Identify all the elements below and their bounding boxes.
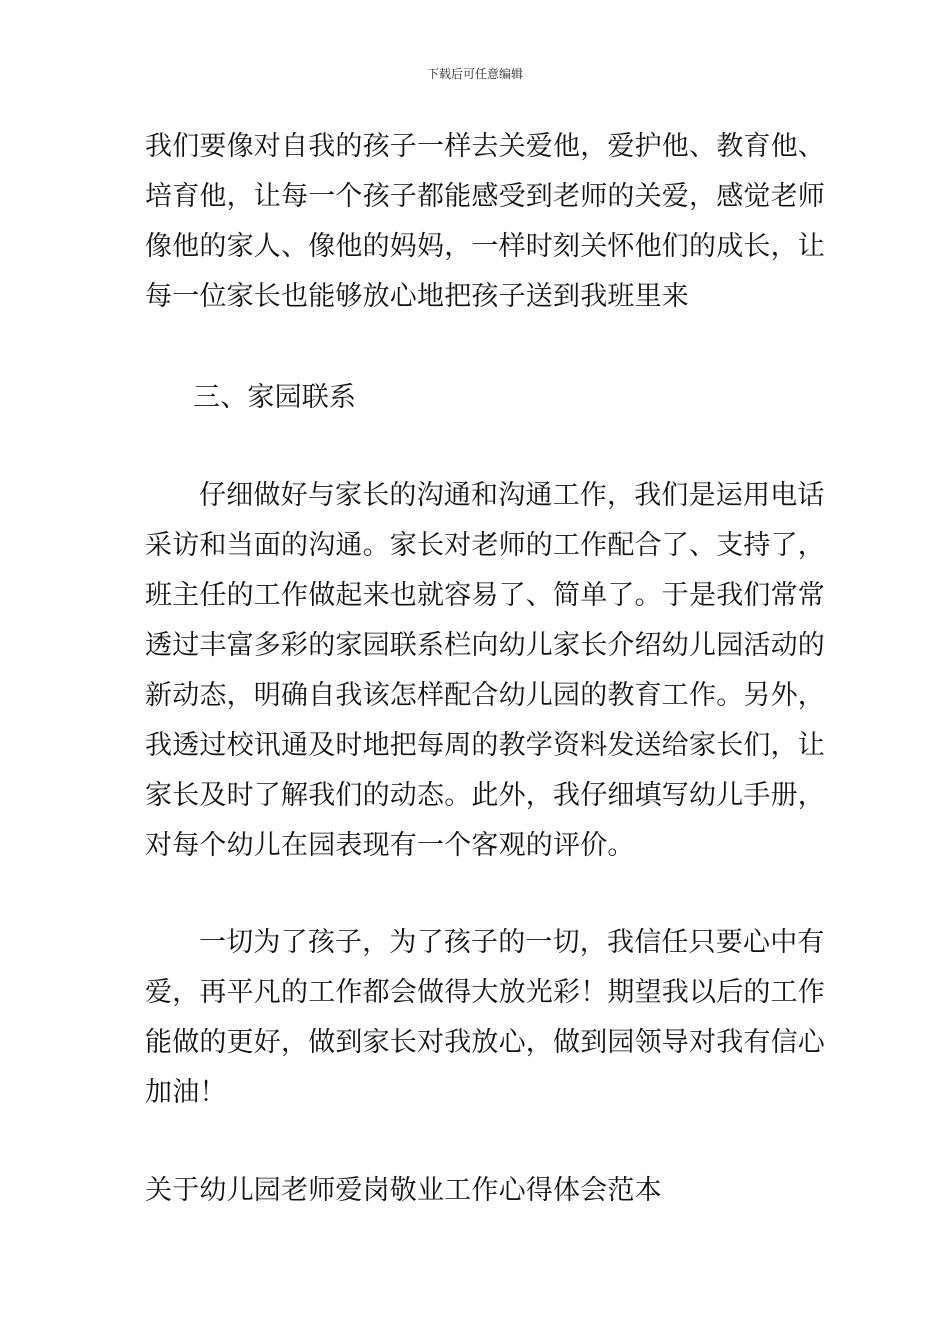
- paragraph-line: 我们要像对自我的孩子一样去关爱他，爱护他、教育他、: [145, 131, 825, 162]
- paragraph-line: 我透过校讯通及时地把每周的教学资料发送给家长们，让: [145, 730, 825, 761]
- paragraph-line: 每一位家长也能够放心地把孩子送到我班里来: [145, 281, 689, 312]
- paragraph-line: 对每个幼儿在园表现有一个客观的评价。: [145, 830, 635, 861]
- page-header: 下载后可任意编辑: [426, 67, 523, 81]
- paragraph-line: 加油！: [145, 1077, 227, 1108]
- paragraph-line: 能做的更好，做到家长对我放心，做到园领导对我有信心: [145, 1027, 825, 1058]
- next-article-title: [145, 1166, 662, 1216]
- paragraph-line: 班主任的工作做起来也就容易了、简单了。于是我们常常: [145, 580, 825, 611]
- paragraph-conclusion: [145, 918, 825, 1118]
- next-article-title-text: 关于幼儿园老师爱岗敬业工作心得体会范本: [145, 1175, 662, 1206]
- paragraph-line: 爱，再平凡的工作都会做得大放光彩！期望我以后的工作: [145, 977, 825, 1008]
- paragraph-care: [145, 122, 825, 322]
- paragraph-line: 一切为了孩子，为了孩子的一切，我信任只要心中有: [199, 927, 825, 958]
- section-heading-text: 三、家园联系: [193, 382, 357, 413]
- section-heading: [193, 373, 356, 423]
- paragraph-line: 家长及时了解我们的动态。此外，我仔细填写幼儿手册，: [145, 780, 825, 811]
- paragraph-line: 透过丰富多彩的家园联系栏向幼儿家长介绍幼儿园活动的: [145, 630, 825, 661]
- paragraph-line: 新动态，明确自我该怎样配合幼儿园的教育工作。另外，: [145, 680, 825, 711]
- paragraph-line: 像他的家人、像他的妈妈，一样时刻关怀他们的成长，让: [145, 231, 825, 262]
- paragraph-line: 仔细做好与家长的沟通和沟通工作，我们是运用电话: [199, 480, 825, 511]
- paragraph-line: 培育他，让每一个孩子都能感受到老师的关爱，感觉老师: [145, 181, 825, 212]
- paragraph-home-school: [145, 471, 825, 871]
- paragraph-line: 采访和当面的沟通。家长对老师的工作配合了、支持了，: [145, 530, 825, 561]
